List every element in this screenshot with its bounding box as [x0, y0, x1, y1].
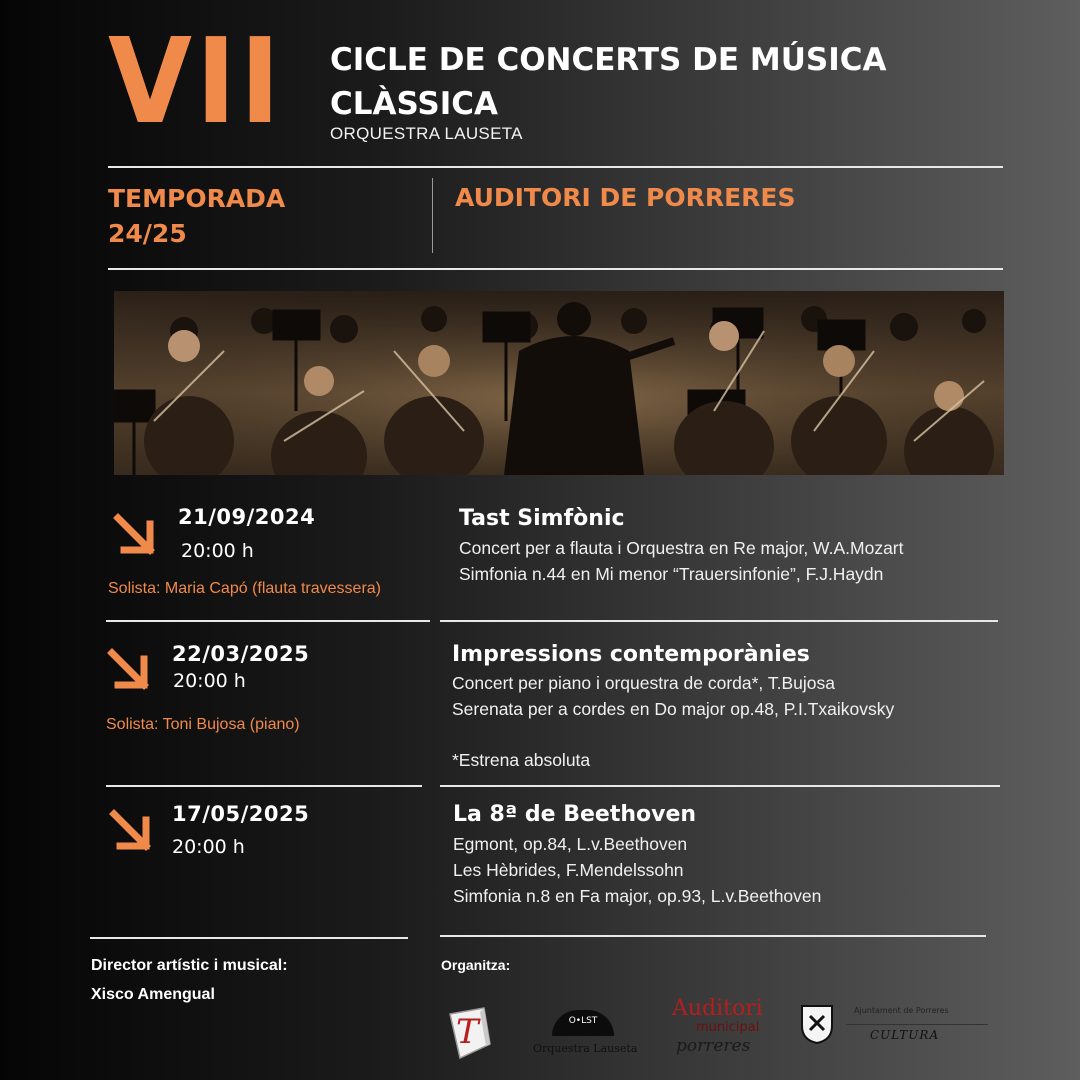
- teatre-logo-letter: T: [456, 1012, 479, 1052]
- concert-2-date: 22/03/2025: [172, 642, 310, 666]
- ajuntament-logo-rule: [846, 1024, 988, 1025]
- cycle-title-line2: CLÀSSICA: [330, 86, 499, 122]
- season-label: TEMPORADA: [108, 184, 286, 213]
- concert-3-title: La 8ª de Beethoven: [453, 802, 697, 827]
- season-years: 24/25: [108, 219, 187, 248]
- orchestra-photo: [114, 291, 1004, 475]
- concert-2-note: *Estrena absoluta: [452, 750, 591, 770]
- lauseta-logo-name: Orquestra Lauseta: [533, 1042, 638, 1055]
- ajuntament-porreres-logo: [800, 1000, 990, 1050]
- orchestra-subtitle: ORQUESTRA LAUSETA: [330, 124, 523, 143]
- auditori-logo-line2: municipal: [696, 1020, 760, 1035]
- orchestra-photo-illustration: [114, 291, 1004, 475]
- concert-1-soloist: Solista: Maria Capó (flauta travessera): [108, 580, 381, 597]
- divider-middle: [108, 268, 1003, 270]
- auditori-municipal-logo: [672, 996, 772, 1060]
- cycle-title: [330, 38, 887, 126]
- director-name: Xisco Amengual: [91, 986, 215, 1003]
- divider-concert-2-left: [106, 785, 422, 787]
- program-item: Les Hèbrides, F.Mendelssohn: [453, 860, 684, 880]
- concert-1-title: Tast Simfònic: [459, 506, 625, 531]
- concert-2-program: [452, 670, 894, 722]
- program-item: Simfonia n.44 en Mi menor “Trauersinfonie”, F.J.Haydn: [459, 564, 884, 584]
- arrow-down-right-icon: [110, 510, 162, 562]
- program-item: Serenata per a cordes en Do major op.48, P.I.Txaikovsky: [452, 699, 895, 719]
- ajuntament-logo-line2: CULTURA: [870, 1028, 940, 1042]
- porreres-shield-icon: [800, 1004, 834, 1044]
- edition-numeral: VII: [108, 12, 284, 150]
- divider-concert-2-right: [440, 785, 1000, 787]
- concert-1-date: 21/09/2024: [178, 505, 316, 529]
- season-block: [108, 181, 285, 251]
- concert-2-time: 20:00 h: [173, 670, 246, 692]
- concert-3-time: 20:00 h: [172, 836, 245, 858]
- arrow-down-right-icon: [106, 806, 158, 858]
- organizer-label: Organitza:: [441, 957, 511, 973]
- concert-3-date: 17/05/2025: [172, 802, 310, 826]
- divider-top: [108, 166, 1003, 168]
- auditori-logo-line3: porreres: [676, 1036, 751, 1056]
- divider-concert-1-left: [106, 620, 430, 622]
- director-label: Director artístic i musical:: [91, 957, 288, 974]
- arrow-down-right-icon: [104, 645, 156, 697]
- season-divider: [432, 178, 433, 253]
- program-item: Concert per a flauta i Orquestra en Re major, W.A.Mozart: [459, 538, 904, 558]
- concert-3-program: [453, 831, 821, 909]
- concert-2-soloist: Solista: Toni Bujosa (piano): [106, 716, 300, 733]
- venue-name: AUDITORI DE PORRERES: [455, 183, 796, 212]
- divider-footer-right: [440, 935, 986, 937]
- ajuntament-logo-line1: Ajuntament de Porreres: [854, 1006, 949, 1015]
- concert-1-time: 20:00 h: [181, 540, 254, 562]
- lauseta-logo-mark: O•LST: [568, 1016, 598, 1026]
- program-item: Concert per piano i orquestra de corda*, T.Bujosa: [452, 673, 835, 693]
- auditori-logo-line1: Auditori: [672, 996, 763, 1021]
- teatre-logo: [446, 1004, 494, 1060]
- divider-concert-1-right: [440, 620, 998, 622]
- orquestra-lauseta-logo: [530, 1010, 640, 1060]
- divider-footer-left: [90, 937, 408, 939]
- cycle-title-line1: CICLE DE CONCERTS DE MÚSICA: [330, 42, 887, 78]
- program-item: Egmont, op.84, L.v.Beethoven: [453, 834, 688, 854]
- concert-1-program: [459, 535, 904, 587]
- concert-2-title: Impressions contemporànies: [452, 642, 810, 667]
- program-item: Simfonia n.8 en Fa major, op.93, L.v.Beethoven: [453, 886, 822, 906]
